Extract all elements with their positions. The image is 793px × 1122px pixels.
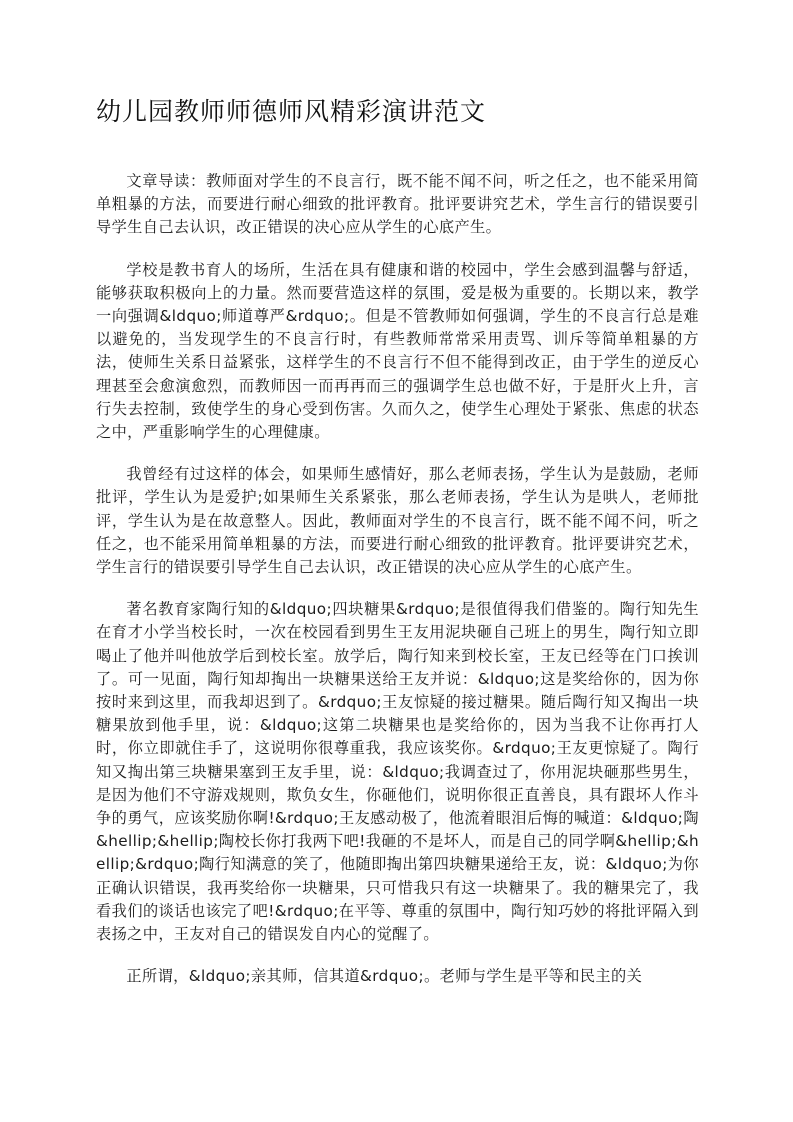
body-paragraph: 学校是教书育人的场所，生活在具有健康和谐的校园中，学生会感到温馨与舒适，能够获取积极向上的力量。然而要营造这样的氛围，爱是极为重要的。长期以来，教学一向强调&ldquo;师道尊严&rdquo;。但是不管教师如何强调，学生的不良言行总是难以避免的，当发现学生的不良言行时，有些教师常常采用责骂、训斥等简单粗暴的方法，使师生关系日益紧张，这样学生的不良言行不但不能得到改正，由于学生的逆反心理甚至会愈演愈烈，而教师因一而再再而三的强调学生总也做不好，于是肝火上升，言行失去控制，致使学生的身心受到伤害。久而久之，使学生心理处于紧张、焦虑的状态之中，严重影响学生的心理健康。 [96, 260, 699, 442]
document-page [96, 96, 699, 1008]
body-paragraph: 我曾经有过这样的体会，如果师生感情好，那么老师表扬，学生认为是鼓励，老师批评，学生认为是爱护;如果师生关系紧张，那么老师表扬，学生认为是哄人，老师批评，学生认为是在故意整人。因此，教师面对学生的不良言行，既不能不闻不问，听之任之，也不能采用简单粗暴的方法，而要进行耐心细致的批评教育。批评要讲究艺术，学生言行的错误要引导学生自己去认识，改正错误的决心应从学生的心底产生。 [96, 465, 699, 577]
body-paragraph: 正所谓，&ldquo;亲其师，信其道&rdquo;。老师与学生是平等和民主的关 [126, 967, 643, 986]
intro-paragraph: 文章导读：教师面对学生的不良言行，既不能不闻不问，听之任之，也不能采用简单粗暴的方法，而要进行耐心细致的批评教育。批评要讲究艺术，学生言行的错误要引导学生自己去认识，改正错误的决心应从学生的心底产生。 [96, 172, 699, 237]
body-paragraph: 著名教育家陶行知的&ldquo;四块糖果&rdquo;是很值得我们借鉴的。陶行知先生在育才小学当校长时，一次在校园看到男生王友用泥块砸自己班上的男生，陶行知立即喝止了他并叫他放学后到校长室。放学后，陶行知来到校长室，王友已经等在门口挨训了。可一见面，陶行知却掏出一块糖果送给王友并说：&ldquo;这是奖给你的，因为你按时来到这里，而我却迟到了。&rdquo;王友惊疑的接过糖果。随后陶行知又掏出一块糖果放到他手里，说：&ldquo;这第二块糖果也是奖给你的，因为当我不让你再打人时，你立即就住手了，这说明你很尊重我，我应该奖你。&rdquo;王友更惊疑了。陶行知又掏出第三块糖果塞到王友手里，说：&ldquo;我调查过了，你用泥块砸那些男生，是因为他们不守游戏规则，欺负女生，你砸他们，说明你很正直善良，具有跟坏人作斗争的勇气，应该奖励你啊!&rdquo;王友感动极了，他流着眼泪后悔的喊道：&ldquo;陶&hellip;&hellip;陶校长你打我两下吧!我砸的不是坏人，而是自己的同学啊&hellip;&hellip;&rdquo;陶行知满意的笑了，他随即掏出第四块糖果递给王友，说：&ldquo;为你正确认识错误，我再奖给你一块糖果，只可惜我只有这一块糖果了。我的糖果完了，我看我们的谈话也该完了吧!&rdquo;在平等、尊重的氛围中，陶行知巧妙的将批评隔入到表扬之中，王友对自己的错误发自内心的觉醒了。 [96, 600, 699, 944]
document-title: 幼儿园教师师德师风精彩演讲范文 [96, 97, 487, 126]
